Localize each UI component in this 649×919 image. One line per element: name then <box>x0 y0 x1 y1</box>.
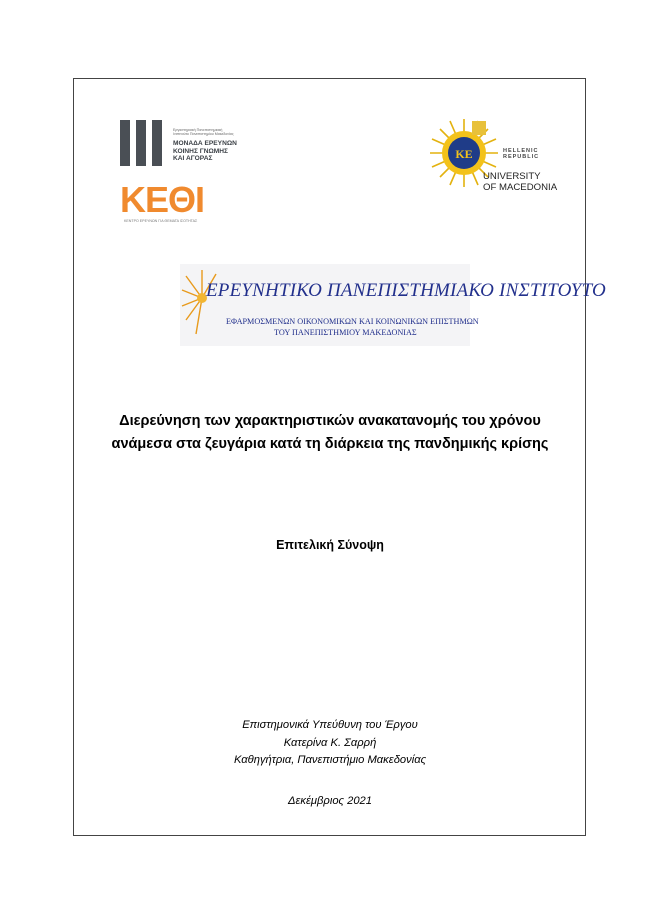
document-date: Δεκέμβριος 2021 <box>287 795 372 807</box>
section-heading: Επιτελική Σύνοψη <box>276 538 384 552</box>
university-name: UNIVERSITY OF MACEDONIA <box>483 171 558 193</box>
research-unit-logo <box>120 120 250 166</box>
title-line: ανάμεσα στα ζευγάρια κατά τη διάρκεια της πανδημικής κρίσης <box>111 436 549 452</box>
institute-sunburst-icon <box>180 268 220 338</box>
keoi-name: ΚΕΘΙ <box>120 179 205 220</box>
research-unit-bars-icon <box>120 120 164 166</box>
keoi-subtitle: ΚΕΝΤΡΟ ΕΡΕΥΝΩΝ ΓΙΑ ΘΕΜΑΤΑ ΙΣΟΤΗΤΑΣ <box>124 219 198 223</box>
keoi-logo <box>120 179 230 227</box>
credit-affiliation: Καθηγήτρια, Πανεπιστήμιο Μακεδονίας <box>233 754 427 766</box>
credits <box>80 717 580 770</box>
credit-role: Επιστημονικά Υπεύθυνη του Έργου <box>242 719 418 731</box>
research-unit-affiliation: Εργαστηριακή Πανεπιστημιακή Ινστιτούτο Πανεπιστημίου Μακεδονίας <box>173 128 234 137</box>
institute-subtitle-1: ΕΦΑΡΜΟΣΜΕΝΩΝ ΟΙΚΟΝΟΜΙΚΩΝ ΚΑΙ ΚΟΙΝΩΝΙΚΩΝ ΕΠΙΣΤΗΜΩΝ <box>226 317 479 326</box>
title-line: Διερεύνηση των χαρακτηριστικών ανακατανομής του χρόνου <box>119 413 541 429</box>
university-logo <box>428 117 558 197</box>
institute-logo <box>180 264 606 346</box>
institute-subtitle-2: ΤΟΥ ΠΑΝΕΠΙΣΤΗΜΙΟΥ ΜΑΚΕΔΟΝΙΑΣ <box>274 328 417 337</box>
research-unit-name: ΜΟΝΑΔΑ ΕΡΕΥΝΩΝ ΚΟΙΝΗΣ ΓΝΩΜΗΣ ΚΑΙ ΑΓΟΡΑΣ <box>173 140 237 162</box>
university-country: HELLENIC REPUBLIC <box>503 148 540 160</box>
institute-title: ΕΡΕΥΝΗΤΙΚΟ ΠΑΝΕΠΙΣΤΗΜΙΑΚΟ ΙΝΣΤΙΤΟΥΤΟ <box>206 280 606 301</box>
svg-text:ΚΕ: ΚΕ <box>455 147 473 161</box>
credit-person: Κατερίνα Κ. Σαρρή <box>283 736 377 749</box>
document-title <box>80 410 580 456</box>
